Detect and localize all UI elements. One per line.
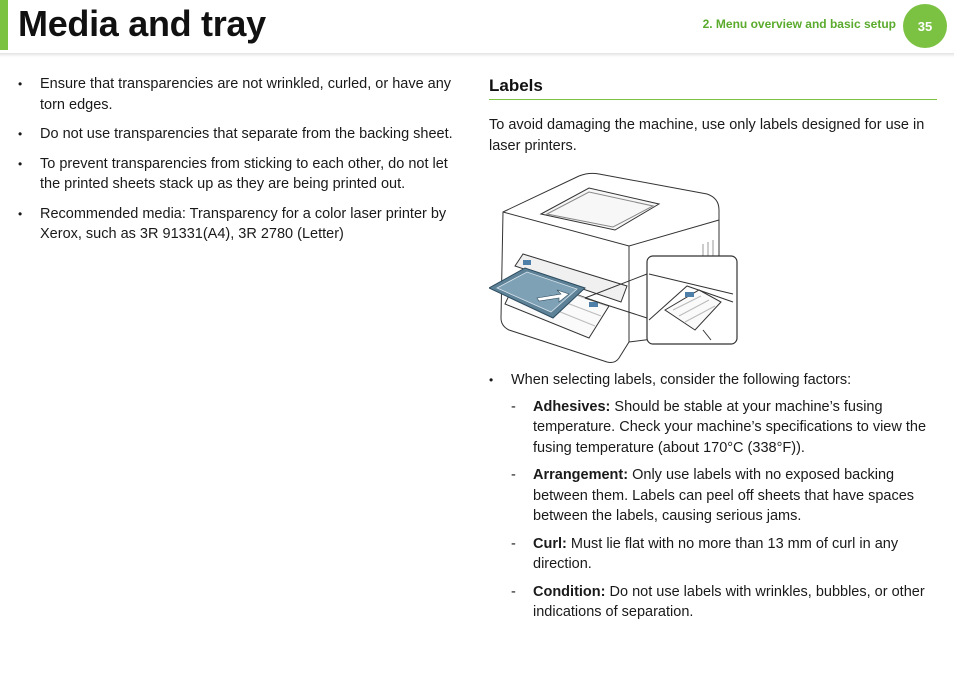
labels-intro-text: To avoid damaging the machine, use only labels designed for use in laser printers. (489, 117, 925, 154)
dash-icon: - (511, 583, 516, 600)
list-item: • Recommended media: Transparency for a color laser printer by Xerox, such as 3R 91331(A4), 3R 2780 (Letter) (18, 205, 447, 242)
section-heading-labels: Labels (489, 74, 937, 100)
factor-arrangement: - Arrangement: Only use labels with no exposed backing between them. Labels can peel off sheets that have spaces between the labels, causing serious jams. (511, 467, 915, 524)
label-factors-list (489, 370, 937, 623)
list-item: • Ensure that transparencies are not wrinkled, curled, or have any torn edges. (18, 76, 452, 113)
bullet-icon: • (18, 77, 23, 91)
printer-illustration-icon (489, 170, 739, 370)
factor-adhesives: - Adhesives: Should be stable at your machine’s fusing temperature. Check your machine’s specifications to view the fusing temperature (about 170°C (338°F)). (511, 398, 927, 456)
right-column (489, 74, 937, 632)
factor-sublist (511, 397, 937, 623)
bullet-icon: • (18, 156, 23, 171)
header-accent-bar (0, 0, 8, 50)
page-number-badge: 35 (903, 4, 947, 48)
chapter-breadcrumb[interactable]: 2. Menu overview and basic setup (702, 17, 896, 31)
list-item: • When selecting labels, consider the following factors: - Adhesives: Should be stable at your machine’s fusing temperature. Check your machine’s specifications to view the fusing temperature (about 170°C (338°F)). - Arrangement: Only use labels with no exposed backing between them. Labels can peel off sheets that have spaces between the labels, causing serious jams. - Curl: Must lie flat with no more than 13 mm of curl in any direction. - Condition: Do not use labels with wrinkles, bubbles, or other indications of separation. (489, 370, 937, 623)
dash-icon: - (511, 398, 516, 415)
list-item: • Do not use transparencies that separate from the backing sheet. (18, 124, 468, 145)
list-item: • To prevent transparencies from sticking to each other, do not let the printed sheets stack up as they are being printed out. (18, 155, 448, 192)
transparency-guidelines-list (18, 74, 468, 245)
bullet-icon: • (18, 127, 23, 141)
bullet-icon: • (18, 206, 23, 221)
bullet-icon: • (489, 373, 494, 387)
dash-icon: - (511, 467, 516, 483)
header-divider (0, 53, 954, 57)
page-title: Media and tray (18, 3, 266, 44)
left-column (18, 74, 468, 254)
factor-condition: - Condition: Do not use labels with wrinkles, bubbles, or other indications of separation. (511, 583, 925, 620)
factor-curl: - Curl: Must lie flat with no more than 13 mm of curl in any direction. (511, 535, 899, 572)
printer-label-loading-illustration (489, 170, 739, 370)
dash-icon: - (511, 535, 516, 552)
